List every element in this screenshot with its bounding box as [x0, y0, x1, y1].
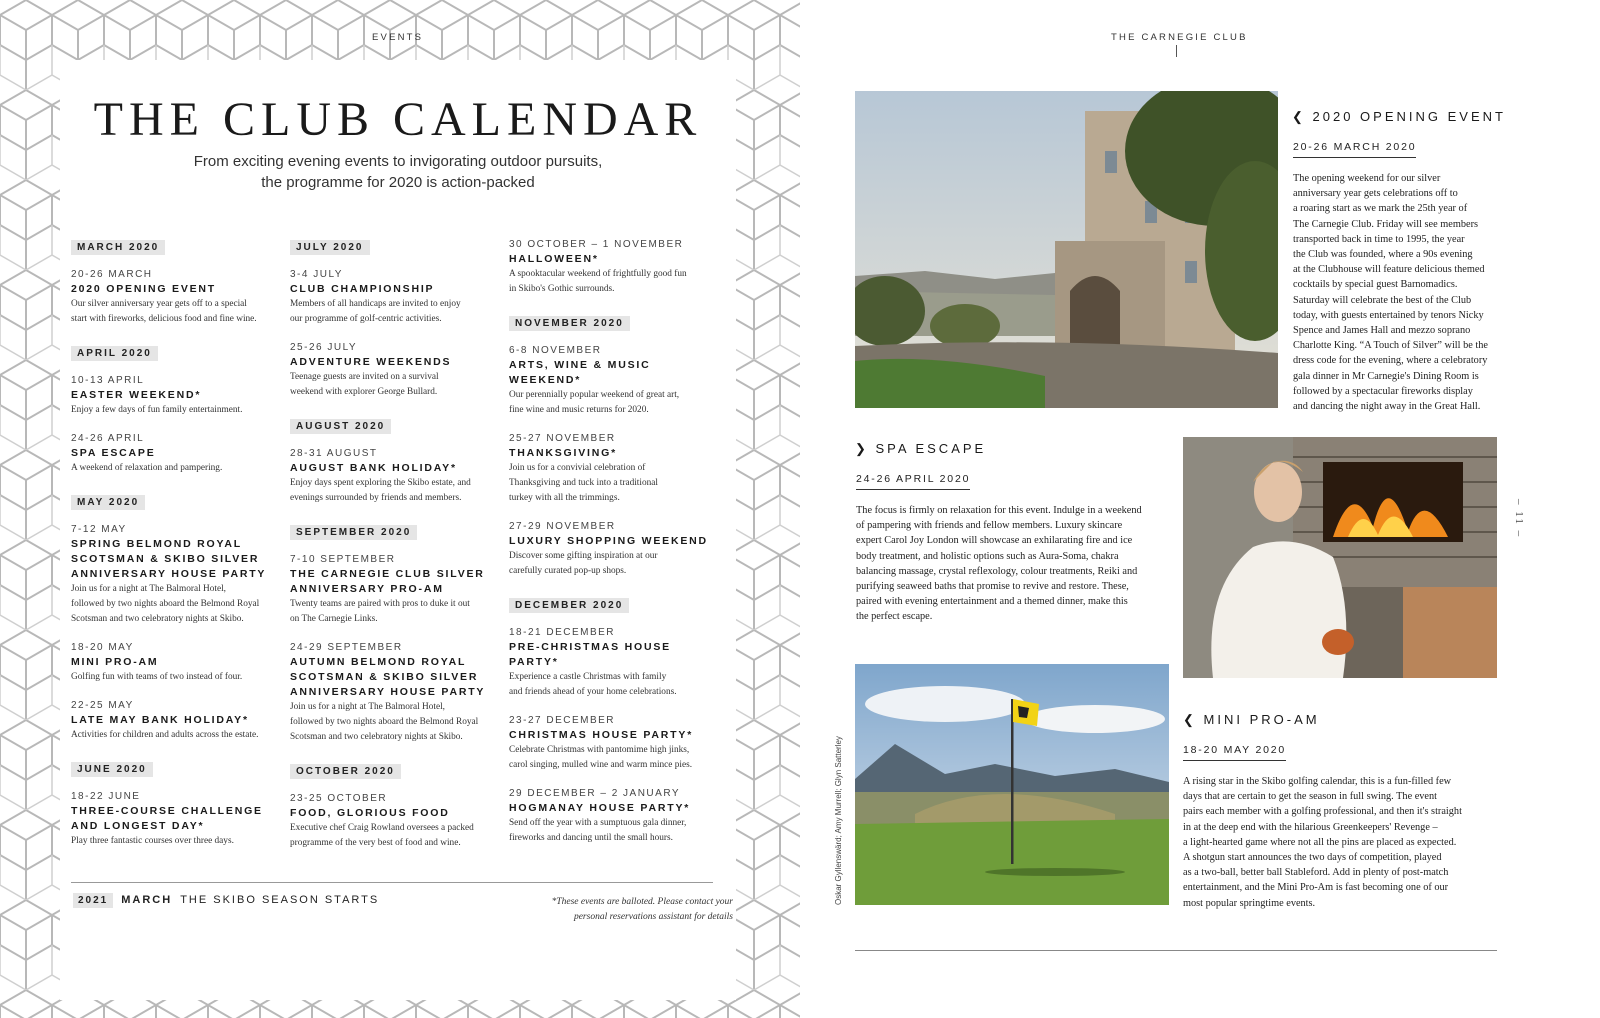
- event-description: Enjoy days spent exploring the Skibo estate, and: [290, 478, 471, 488]
- event-date: 30 OCTOBER – 1 NOVEMBER: [509, 239, 684, 250]
- event-date: 10-13 APRIL: [71, 375, 145, 386]
- calendar-event: [509, 786, 723, 846]
- proam-body: [1183, 774, 1501, 911]
- body-line: body treatment, and holistic options such as Aura-Soma, chakra: [856, 550, 1119, 562]
- event-name: THREE-COURSE CHALLENGE: [71, 805, 263, 817]
- body-line: pairs each member with a golfing professional, and then it's straight: [1183, 806, 1462, 818]
- section-label: EVENTS: [372, 32, 424, 43]
- body-line: A rising star in the Skibo golfing calendar, this is a fun-filled few: [1183, 776, 1452, 787]
- event-description: fine wine and music returns for 2020.: [509, 405, 649, 415]
- event-name: ADVENTURE WEEKENDS: [290, 356, 452, 368]
- event-name: CLUB CHAMPIONSHIP: [290, 283, 435, 295]
- spa-heading: ❯ SPA ESCAPE: [855, 441, 987, 456]
- event-date: 7-12 MAY: [71, 524, 127, 535]
- event-description: Send off the year with a sumptuous gala dinner,: [509, 818, 687, 828]
- footer-month: MARCH: [121, 894, 173, 906]
- calendar-event: [290, 267, 504, 327]
- event-name: SCOTSMAN & SKIBO SILVER: [71, 553, 260, 565]
- event-name: AUGUST BANK HOLIDAY*: [290, 462, 457, 474]
- month-label: MAY 2020: [71, 495, 145, 510]
- event-description: programme of the very best of food and wine.: [290, 838, 461, 848]
- ballot-note: [480, 895, 733, 925]
- event-description: Golfing fun with teams of two instead of four.: [71, 672, 243, 682]
- body-line: a light-hearted game where not all the pins are placed as expected.: [1183, 836, 1457, 848]
- calendar-event: [71, 640, 285, 685]
- event-name: ANNIVERSARY HOUSE PARTY: [71, 568, 267, 580]
- event-date: 7-10 SEPTEMBER: [290, 554, 396, 565]
- calendar-event: [71, 431, 285, 476]
- spa-date: 24-26 APRIL 2020: [856, 473, 970, 490]
- event-name: SPRING BELMOND ROYAL: [71, 538, 242, 550]
- photo-credit: Oskar Gyllenswärd; Amy Murrell; Glyn Satterley: [834, 736, 843, 905]
- calendar-event: [71, 698, 285, 743]
- calendar-event: [509, 237, 723, 297]
- proam-heading: ❮ MINI PRO-AM: [1183, 712, 1320, 727]
- month-label: SEPTEMBER 2020: [290, 525, 417, 540]
- body-line: of pampering with friends and fellow members. Luxury skincare: [856, 520, 1123, 532]
- event-date: 28-31 AUGUST: [290, 448, 378, 459]
- month-label: JULY 2020: [290, 240, 370, 255]
- event-name: HALLOWEEN*: [509, 253, 599, 265]
- event-description: Enjoy a few days of fun family entertainment.: [71, 405, 243, 415]
- body-line: The Carnegie Club. Friday will see members: [1293, 218, 1479, 230]
- body-line: Spence and James Hall and mezzo soprano: [1293, 325, 1471, 337]
- body-line: A shotgun start announces the two days of competition, played: [1183, 852, 1442, 864]
- event-description: Activities for children and adults across the estate.: [71, 730, 259, 740]
- note-line: personal reservations assistant for details: [573, 912, 733, 922]
- event-description: start with fireworks, delicious food and fine wine.: [71, 314, 257, 324]
- spa-illustration: [1183, 437, 1497, 678]
- calendar-event: [71, 267, 285, 327]
- event-name: ANNIVERSARY PRO-AM: [290, 583, 444, 595]
- event-description: in Skibo's Gothic surrounds.: [509, 284, 615, 294]
- event-name: PRE-CHRISTMAS HOUSE: [509, 641, 671, 653]
- event-name: EASTER WEEKEND*: [71, 389, 202, 401]
- body-line: in at the deep end with the hilarious Greenkeepers' Revenge –: [1183, 821, 1438, 833]
- footer-season: [73, 894, 379, 906]
- body-line: at the Clubhouse will feature delicious themed: [1293, 264, 1485, 276]
- calendar-column-1: [71, 237, 285, 862]
- body-line: as a two-ball, better ball Stableford. Add in plenty of post-match: [1183, 867, 1449, 879]
- event-date: 23-27 DECEMBER: [509, 715, 616, 726]
- body-line: the perfect escape.: [856, 611, 933, 623]
- event-description: and friends ahead of your home celebrations.: [509, 687, 677, 697]
- event-description: Thanksgiving and tuck into a traditional: [509, 478, 658, 488]
- event-description: Teenage guests are invited on a survival: [290, 372, 439, 382]
- event-name: MINI PRO-AM: [71, 656, 159, 668]
- event-description: followed by two nights aboard the Belmond Royal: [71, 599, 260, 609]
- castle-illustration: [855, 91, 1278, 408]
- event-description: A weekend of relaxation and pampering.: [71, 463, 223, 473]
- event-name: CHRISTMAS HOUSE PARTY*: [509, 729, 694, 741]
- body-line: and dancing the night away in the Great Hall.: [1293, 401, 1481, 413]
- calendar-event: [290, 640, 504, 745]
- bottom-divider: [855, 950, 1497, 951]
- event-name: SPA ESCAPE: [71, 447, 156, 459]
- body-line: today, with guests entertained by tenors Nicky: [1293, 309, 1484, 321]
- calendar-event: [290, 340, 504, 400]
- calendar-column-2: [290, 237, 504, 864]
- opening-heading-text: 2020 OPENING EVENT: [1312, 109, 1506, 124]
- body-line: the Club was founded, where a 90s evening: [1293, 249, 1473, 261]
- footer-text: THE SKIBO SEASON STARTS: [180, 894, 380, 906]
- magazine-label: THE CARNEGIE CLUB: [1111, 32, 1248, 43]
- event-date: 22-25 MAY: [71, 700, 134, 711]
- page-subtitle: [60, 151, 736, 193]
- footer-divider: [71, 882, 713, 883]
- opening-date: 20-26 MARCH 2020: [1293, 141, 1416, 158]
- event-name: ANNIVERSARY HOUSE PARTY: [290, 686, 486, 698]
- event-date: 27-29 NOVEMBER: [509, 521, 616, 532]
- body-line: transported back in time to 1995, the year: [1293, 233, 1465, 245]
- event-description: evenings surrounded by friends and members.: [290, 493, 462, 503]
- page-number: – 11 –: [1513, 499, 1525, 539]
- calendar-event: [290, 552, 504, 627]
- calendar-event: [71, 522, 285, 627]
- event-name: AND LONGEST DAY*: [71, 820, 205, 832]
- body-line: expert Carol Joy London will showcase an exhilarating fire and ice: [856, 535, 1133, 547]
- event-date: 24-26 APRIL: [71, 433, 145, 444]
- event-date: 18-22 JUNE: [71, 791, 141, 802]
- event-description: Scotsman and two celebratory nights at Skibo.: [71, 614, 244, 624]
- event-name: THANKSGIVING*: [509, 447, 617, 459]
- calendar-event: [290, 446, 504, 506]
- subtitle-line: From exciting evening events to invigorating outdoor pursuits,: [193, 153, 603, 170]
- event-description: carefully curated pop-up shops.: [509, 566, 627, 576]
- body-line: days that are certain to get the season in full swing. The event: [1183, 791, 1438, 803]
- month-label: APRIL 2020: [71, 346, 158, 361]
- calendar-event: [290, 791, 504, 851]
- body-line: entertainment, and the Mini Pro-Am is fast becoming one of our: [1183, 882, 1449, 894]
- event-description: A spooktacular weekend of frightfully good fun: [509, 269, 687, 279]
- event-description: Join us for a night at The Balmoral Hotel,: [71, 584, 227, 594]
- body-line: The opening weekend for our silver: [1293, 173, 1441, 184]
- page-title: THE CLUB CALENDAR: [93, 93, 703, 146]
- event-name: WEEKEND*: [509, 374, 582, 386]
- event-description: Our silver anniversary year gets off to a special: [71, 299, 247, 309]
- event-description: Executive chef Craig Rowland oversees a packed: [290, 823, 474, 833]
- event-name: THE CARNEGIE CLUB SILVER: [290, 568, 485, 580]
- event-description: Celebrate Christmas with pantomime high jinks,: [509, 745, 690, 755]
- event-date: 18-21 DECEMBER: [509, 627, 616, 638]
- body-line: cocktails by special guest Barnomadics.: [1293, 279, 1458, 291]
- calendar-event: [509, 625, 723, 700]
- event-name: 2020 OPENING EVENT: [71, 283, 217, 295]
- proam-heading-text: MINI PRO-AM: [1203, 712, 1320, 727]
- castle-photo: [855, 91, 1278, 408]
- calendar-event: [509, 343, 723, 418]
- event-name: SCOTSMAN & SKIBO SILVER: [290, 671, 479, 683]
- body-line: dress code for the evening, where a celebratory: [1293, 355, 1488, 367]
- event-date: 23-25 OCTOBER: [290, 793, 388, 804]
- body-line: purifying seaweed baths that promise to revive and restore. These,: [856, 581, 1129, 593]
- event-name: AUTUMN BELMOND ROYAL: [290, 656, 467, 668]
- event-description: Join us for a night at The Balmoral Hotel,: [290, 702, 446, 712]
- event-date: 6-8 NOVEMBER: [509, 345, 602, 356]
- calendar-event: [509, 519, 723, 579]
- event-date: 24-29 SEPTEMBER: [290, 642, 403, 653]
- event-description: weekend with explorer George Bullard.: [290, 387, 438, 397]
- opening-body: [1293, 171, 1508, 414]
- footer-year: 2021: [73, 893, 113, 908]
- event-date: 20-26 MARCH: [71, 269, 153, 280]
- calendar-event: [71, 789, 285, 849]
- event-description: Discover some gifting inspiration at our: [509, 551, 658, 561]
- event-name: LATE MAY BANK HOLIDAY*: [71, 714, 249, 726]
- calendar-event: [71, 373, 285, 418]
- event-description: turkey with all the trimmings.: [509, 493, 620, 503]
- event-description: Members of all handicaps are invited to enjoy: [290, 299, 461, 309]
- body-line: gala dinner in Mr Carnegie's Dining Room is: [1293, 370, 1479, 382]
- event-date: 25-26 JULY: [290, 342, 358, 353]
- month-label: NOVEMBER 2020: [509, 316, 630, 331]
- header-tick: [1176, 45, 1177, 57]
- event-name: ARTS, WINE & MUSIC: [509, 359, 651, 371]
- event-description: our programme of golf-centric activities.: [290, 314, 442, 324]
- month-label: MARCH 2020: [71, 240, 165, 255]
- month-label: DECEMBER 2020: [509, 598, 629, 613]
- body-line: The focus is firmly on relaxation for this event. Indulge in a weekend: [856, 505, 1142, 516]
- event-name: HOGMANAY HOUSE PARTY*: [509, 802, 691, 814]
- event-name: FOOD, GLORIOUS FOOD: [290, 807, 450, 819]
- opening-heading: ❮ 2020 OPENING EVENT: [1292, 109, 1506, 124]
- subtitle-line: the programme for 2020 is action-packed: [261, 174, 535, 191]
- month-label: AUGUST 2020: [290, 419, 391, 434]
- event-description: Experience a castle Christmas with family: [509, 672, 667, 682]
- body-line: Charlotte King. “A Touch of Silver” will be the: [1293, 340, 1488, 352]
- event-description: Join us for a convivial celebration of: [509, 463, 646, 473]
- body-line: a roaring start as we mark the 25th year of: [1293, 203, 1468, 215]
- event-description: Play three fantastic courses over three days.: [71, 836, 234, 846]
- event-description: fireworks and dancing until the small hours.: [509, 833, 673, 843]
- golf-photo: [855, 664, 1169, 905]
- event-description: Scotsman and two celebratory nights at Skibo.: [290, 732, 463, 742]
- calendar-event: [509, 713, 723, 773]
- proam-date: 18-20 MAY 2020: [1183, 744, 1286, 761]
- event-name: LUXURY SHOPPING WEEKEND: [509, 535, 708, 547]
- body-line: paired with evening entertainment and a themed dinner, make this: [856, 596, 1128, 608]
- spa-heading-text: SPA ESCAPE: [875, 441, 987, 456]
- golf-illustration: [855, 664, 1169, 905]
- body-line: Saturday will celebrate the best of the Club: [1293, 294, 1472, 306]
- event-description: Twenty teams are paired with pros to duke it out: [290, 599, 470, 609]
- event-date: 18-20 MAY: [71, 642, 134, 653]
- event-description: on The Carnegie Links.: [290, 614, 378, 624]
- event-date: 29 DECEMBER – 2 JANUARY: [509, 788, 681, 799]
- event-description: followed by two nights aboard the Belmond Royal: [290, 717, 479, 727]
- body-line: balancing massage, crystal reflexology, colour treatments, Reiki and: [856, 565, 1138, 577]
- month-label: OCTOBER 2020: [290, 764, 401, 779]
- event-description: carol singing, mulled wine and warm mince pies.: [509, 760, 693, 770]
- event-date: 3-4 JULY: [290, 269, 343, 280]
- body-line: anniversary year gets celebrations off to: [1293, 188, 1458, 200]
- body-line: most popular springtime events.: [1183, 897, 1316, 909]
- event-description: Our perennially popular weekend of great art,: [509, 390, 680, 400]
- body-line: followed by a spectacular fireworks display: [1293, 385, 1473, 397]
- spa-photo: [1183, 437, 1497, 678]
- calendar-event: [509, 431, 723, 506]
- event-name: PARTY*: [509, 656, 559, 668]
- note-line: *These events are balloted. Please contact your: [551, 897, 733, 907]
- spa-body: [856, 503, 1174, 625]
- calendar-column-3: [509, 237, 723, 859]
- month-label: JUNE 2020: [71, 762, 153, 777]
- event-date: 25-27 NOVEMBER: [509, 433, 616, 444]
